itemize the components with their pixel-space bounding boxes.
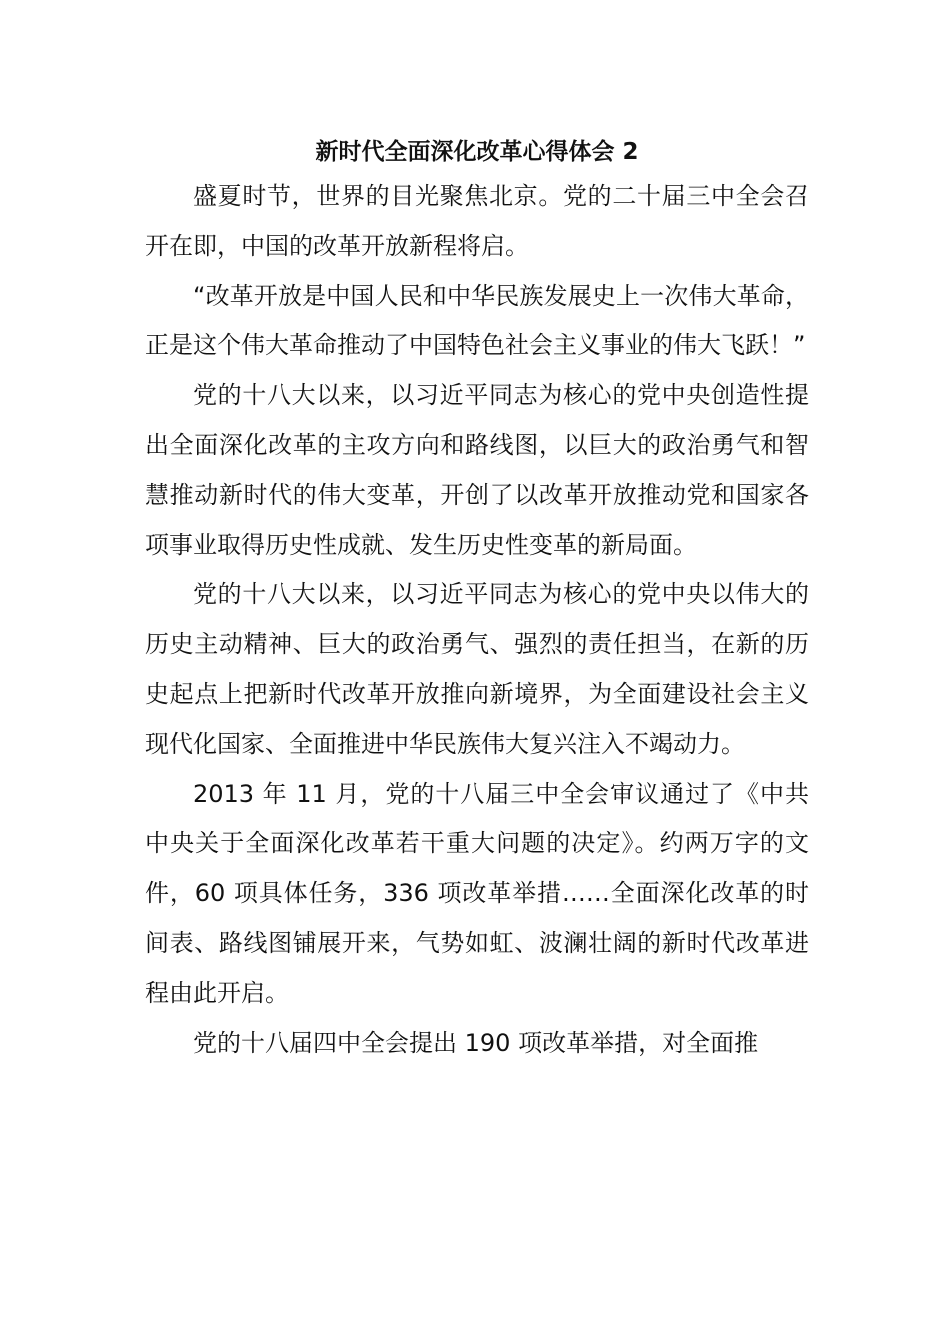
paragraph-4: 党的十八大以来，以习近平同志为核心的党中央以伟大的历史主动精神、巨大的政治勇气、强烈的责任担当，在新的历史起点上把新时代改革开放推向新境界，为全面建设社会主义现代化国家、全面推进中华民族伟大复兴注入不竭动力。 (145, 580, 809, 758)
paragraph-3: 党的十八大以来，以习近平同志为核心的党中央创造性提出全面深化改革的主攻方向和路线图，以巨大的政治勇气和智慧推动新时代的伟大变革，开创了以改革开放推动党和国家各项事业取得历史性成就、发生历史性变革的新局面。 (145, 381, 809, 559)
paragraph-1: 盛夏时节，世界的目光聚焦北京。党的二十届三中全会召开在即，中国的改革开放新程将启。 (145, 182, 809, 260)
paragraph-2: “改革开放是中国人民和中华民族发展史上一次伟大革命，正是这个伟大革命推动了中国特色社会主义事业的伟大飞跃！” (145, 281, 809, 360)
document-body (145, 132, 809, 1069)
paragraph-5: 2013 年 11 月，党的十八届三中全会审议通过了《中共中央关于全面深化改革若干重大问题的决定》。约两万字的文件，60 项具体任务，336 项改革举措……全面深化改革的时间表、路线图铺展开来，气势如虹、波澜壮阔的新时代改革进程由此开启。 (145, 779, 809, 1007)
paragraph-6: 党的十八届四中全会提出 190 项改革举措，对全面推 (193, 1028, 759, 1057)
document-title: 新时代全面深化改革心得体会 2 (315, 139, 639, 165)
